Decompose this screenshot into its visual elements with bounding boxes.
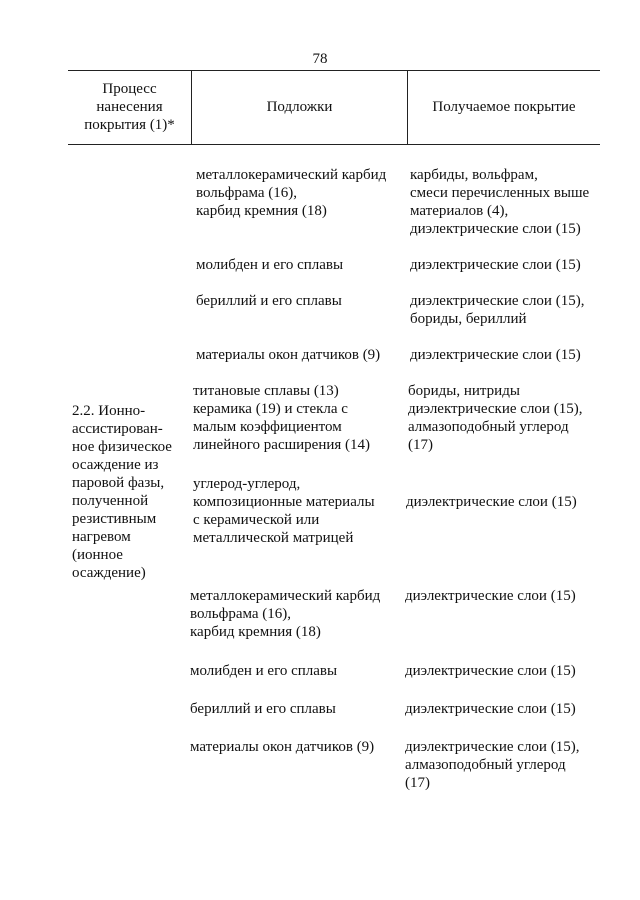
row-2-coating: диэлектрические слои (15)	[410, 257, 581, 273]
row-5-substrate: титановые сплавы (13) керамика (19) и стекла с малым коэффициентом линейного расширения (14)	[193, 383, 371, 453]
row-10-coating: диэлектрические слои (15), алмазоподобный углерод (17)	[405, 739, 580, 791]
row-10-substrate: материалы окон датчиков (9)	[190, 739, 375, 755]
row-2-substrate: молибден и его сплавы	[196, 257, 344, 273]
header-coating: Получаемое покрытие	[432, 99, 576, 115]
row-4-coating: диэлектрические слои (15)	[410, 347, 581, 363]
table-header-bottom-rule	[68, 144, 600, 145]
row-8-substrate: молибден и его сплавы	[190, 663, 338, 679]
row-9-substrate: бериллий и его сплавы	[190, 701, 336, 717]
row-7-coating: диэлектрические слои (15)	[405, 588, 576, 604]
row-9-coating: диэлектрические слои (15)	[405, 701, 576, 717]
row-6-coating: диэлектрические слои (15)	[406, 494, 577, 510]
row-3-substrate: бериллий и его сплавы	[196, 293, 342, 309]
row-3-coating: диэлектрические слои (15), бориды, бериллий	[410, 293, 585, 327]
row-5-coating: бориды, нитриды диэлектрические слои (15), алмазоподобный углерод (17)	[408, 383, 583, 453]
process-name: 2.2. Ионно- ассистирован- ное физическое осаждение из паровой фазы, полученной резистивным нагревом (ионное осаждение)	[72, 403, 172, 581]
row-4-substrate: материалы окон датчиков (9)	[196, 347, 381, 363]
row-1-substrate: металлокерамический карбид вольфрама (16), карбид кремния (18)	[196, 167, 387, 219]
page-number: 78	[312, 51, 328, 67]
header-substrates: Подложки	[266, 99, 333, 115]
row-7-substrate: металлокерамический карбид вольфрама (16), карбид кремния (18)	[190, 588, 381, 640]
table-top-rule	[68, 70, 600, 71]
row-6-substrate: углерод-углерод, композиционные материалы с керамической или металлической матрицей	[193, 476, 375, 546]
header-process: Процесс нанесения покрытия (1)*	[84, 81, 175, 133]
row-1-coating: карбиды, вольфрам, смеси перечисленных выше материалов (4), диэлектрические слои (15)	[410, 167, 590, 237]
row-8-coating: диэлектрические слои (15)	[405, 663, 576, 679]
